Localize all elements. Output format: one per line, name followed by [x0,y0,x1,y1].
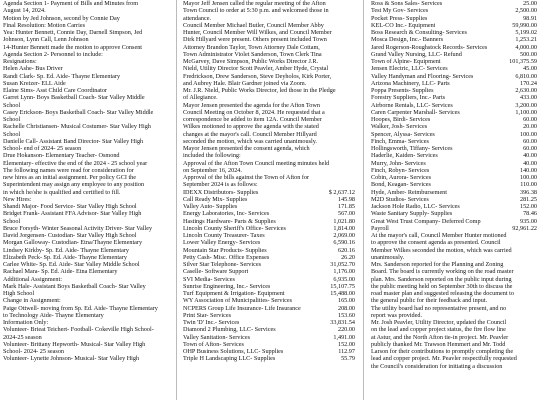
bill-row [371,189,537,196]
minutes-line: The following names were read for consideration for [3,166,134,174]
bill-amount: 1,491.00 [333,333,355,341]
council-report-line: Board. The board is currently working on the road master [371,268,514,276]
bill-row [183,261,355,268]
town-council-minutes-column [183,0,355,400]
minutes-line: High School [3,290,35,297]
bill-row [371,218,537,225]
bill-row [371,102,537,109]
bill-row [371,7,537,14]
minutes-line: Carlee White- Sp. Ed. Aide- Star Valley Middle School [3,261,140,268]
bill-row [183,348,355,355]
minutes-line: Change in Assignment: [3,297,61,305]
bill-amount: $ 2,637.12 [328,188,355,196]
minutes-line: Resignations: [3,58,37,65]
minutes-line: Superintendent may assign any employee to any position [3,181,145,189]
bill-vendor: M2D Studios- Services [371,195,429,203]
council-report-line: on the lead and copper project status, the fire flow line [371,326,506,334]
minutes-line: Rachael Mara- Sp. Ed. Aide- Etna Elementary [3,268,118,276]
bill-row [183,355,355,362]
council-minutes-line: included the following: [183,152,241,160]
bill-amount: 59,990.00 [512,21,537,29]
council-minutes-line: changes at the mayor's call. Council Member Hillyard [183,130,317,138]
bill-amount: 935.00 [519,217,537,225]
bill-amount: 165.00 [337,297,355,305]
minutes-line: Susan Kreizer- ELL Aide [3,79,66,87]
minutes-line: August 14, 2024. [3,7,46,15]
bill-vendor: Lower Valley Energy- Services [183,239,261,247]
minutes-line: School- end of 2024- 25 season [3,145,82,152]
bill-amount: 152.00 [519,203,537,210]
minutes-line: 2024-25 season [3,333,42,341]
bill-vendor: Mosca Design, Inc.- Banners [371,36,443,44]
bill-vendor: Print Star- Services [183,311,231,319]
bill-row [183,196,355,203]
bill-vendor: Poppa Presents- Supplies [371,87,434,94]
bill-row [371,138,537,145]
minutes-line: Rachelle Christiansen- Musical Costumer- Star Valley High [3,123,151,131]
bill-vendor: Lincoln County Treasurer- Taxes [183,232,265,239]
minutes-line: Randi Clark- Sp. Ed. Aide- Thayne Elementary [3,72,121,80]
council-report-line: Larson for their contributions to promptly completing the [371,348,514,355]
council-minutes-line: September 2024 is as follows: [183,181,258,189]
bill-row [371,22,537,29]
council-report-line: road master plan and suggested releasing the document to [371,290,514,297]
council-minutes-line: Dirk Hillyard were present. Others present included Town [183,36,327,44]
bill-amount: 567.00 [337,210,355,218]
bill-amount: 620.16 [337,246,355,254]
minutes-line: Lindsey Kirkby- Sp. Ed. Aide- Thayne Elementary [3,246,130,254]
bill-amount: 60.00 [523,116,537,123]
bill-row [371,58,537,65]
bill-amount: 92,961.22 [512,224,537,232]
bill-row [371,29,537,36]
bill-vendor: Forestry Suppliers, Inc.- Parts [371,94,446,102]
bill-vendor: Turf Equipment & Irrigation- Equipment [183,290,285,297]
bill-amount: 15,107.75 [330,282,355,290]
bill-amount: 60.00 [523,137,537,145]
bill-vendor: Great West Trust Company- Deferred Comp [371,217,481,225]
bill-vendor: Valley Sanitation- Services [183,333,251,341]
bill-row [183,225,355,232]
bill-vendor: Airborne Rentals, LLC- Services [371,101,453,109]
bill-vendor: Payroll [371,224,389,232]
bill-amount: 396.38 [519,188,537,196]
bill-row [371,123,537,130]
council-report-line: At the mayor's call, Council Member Hunter motioned [371,232,507,239]
bill-vendor: IDEXX Distributors- Supplies [183,188,259,196]
bill-amount: 3,200.00 [515,101,537,109]
council-report-line: to approve the consent agenda as presented. Council [371,239,501,247]
bill-vendor: Bond, Keagan- Services [371,181,431,189]
bill-amount: 25.00 [523,0,537,7]
minutes-line: Johnson, Lynn Call, Lenn Johnson [3,36,89,44]
council-minutes-line: Approval of the Afton Town Council meeting minutes held [183,159,330,167]
bill-amount: 100.00 [519,174,537,181]
council-report-line: lead and copper project. Mr. Peavler respectfully requested [371,355,517,363]
bill-amount: 1,253.21 [515,36,537,44]
column-rule-right [363,0,364,400]
council-minutes-line: correspondence be added to item 12A. Council Member [183,116,322,123]
bill-row [183,247,355,254]
bill-vendor: Jackson Hole Radio, LLC- Services [371,203,460,210]
bill-vendor: Haderlie, Kaiden- Services [371,152,438,160]
bill-vendor: Call Ready Mix- Supplies [183,195,248,203]
bill-row [371,160,537,167]
bill-vendor: WY Association of Municipalities- Services [183,297,293,305]
bill-vendor: Energy Laboratories, Inc- Services [183,210,270,218]
bill-amount: 60.00 [523,145,537,152]
bill-vendor: Hoopes, Birdi- Services [371,116,431,123]
minutes-line: Morgan Galloway- Custodian- Etna/Thayne Elementary [3,239,143,247]
bill-row [371,44,537,51]
council-minutes-line: Mr. J.R. Nield, Public Works Director, led those in the Pledge [183,87,336,94]
bill-vendor: Pocket Press- Supplies [371,14,428,22]
bill-vendor: Spencer, Alyssa- Services [371,130,435,138]
council-report-line: the general public for their feedback and input. [371,297,488,305]
bill-row [183,210,355,217]
bill-amount: 33,831.54 [330,319,355,326]
bill-amount: 98.91 [523,14,537,22]
bill-row [183,334,355,341]
bill-vendor: Jensen Electric, LLC- Services [371,65,448,73]
bill-vendor: Triple H Landscaping LLC- Supplies [183,355,276,363]
council-report-line: at Astur, and the North Afton tie-in project. Mr. Peavler [371,333,509,341]
bill-amount: 1,176.00 [333,268,355,276]
bill-amount: 40.00 [523,159,537,167]
council-minutes-line: Fredrickson, Drew Sanderson, Steve Deyholos, Kirk Porter, [183,72,332,80]
minutes-line: School [3,217,21,225]
column-rule-left [176,0,177,400]
bill-amount: 152.00 [337,340,355,348]
council-minutes-line: Council Member Michael Butler, Council Member Abby [183,21,324,29]
bill-row [183,341,355,348]
minutes-line: New Hires: [3,195,32,203]
minutes-line: Shandi Major- Food Service- Star Valley High School [3,203,137,210]
council-report-line: Mr. Josh Peavler, Utility Director, updated the Council [371,319,507,326]
bill-row [371,0,537,7]
bill-amount: 433.00 [519,94,537,102]
bill-row [371,196,537,203]
bill-vendor: Hollingsworth, Tiffany- Services [371,145,453,152]
bill-vendor: Grand Valley Nursing, LLC- Refund [371,50,462,58]
bill-amount: 2,630.00 [515,87,537,94]
bill-amount: 145.98 [337,195,355,203]
bill-row [371,116,537,123]
council-report-line: Member Wilkes seconded the motion, which was carried [371,246,512,254]
bill-row [371,109,537,116]
bill-amount: 40.00 [523,152,537,160]
council-report-line: the Council's consideration for initiating a discussion [371,362,503,370]
bill-vendor: Diamond 2 Plumbing, LLC- Services [183,326,276,334]
bill-amount: 208.00 [337,304,355,312]
bill-vendor: Boss Research & Consulting- Services [371,29,467,36]
bill-amount: 220.00 [337,326,355,334]
council-minutes-line: Hunter, Council Member Will Wilkes, and Council Member [183,29,332,36]
bill-row [183,305,355,312]
bills-list-part-2 [371,0,537,232]
bill-vendor: Sunrise Engineering, Inc.- Services [183,282,271,290]
council-minutes-line: Town Council to order at 5:30 p.m. and welcomed those in [183,7,329,15]
bill-amount: 281.25 [519,195,537,203]
council-minutes-line: Nield, Utility Director Scott Peavler, Amber Hyde, Crystal [183,65,329,73]
bill-amount: 100.00 [519,130,537,138]
bill-vendor: Finch, Robyn- Services [371,166,430,174]
bill-row [183,276,355,283]
council-minutes-line: Attorney Brandon Taylor, Town Attorney Dale Cottam, [183,43,320,51]
minutes-line: Elaine Sims- Asst Child Care Coordinator [3,87,107,94]
bill-row [183,189,355,196]
minutes-line: Bruce Forsyth- Winter Seasonal Activity Driver- Star Valley [3,224,153,232]
council-minutes-line: of Allegiance. [183,94,218,102]
council-minutes-line: Mayor Jensen presented the consent agenda, which [183,145,310,152]
bill-vendor: Silver Star Telephone- Services [183,261,261,268]
bill-amount: 101,375.59 [509,58,537,65]
bill-vendor: Caselle- Software Support [183,268,249,276]
bill-row [371,73,537,80]
minutes-line: Final Resolution: Motion Carries [3,21,85,29]
bill-vendor: Jared Rogerson-Roughstock Records- Services [371,43,488,51]
bill-row [371,80,537,87]
council-report-line: plan. Mrs. Sanderson reported on the public input during [371,275,512,283]
council-report-line: unanimously. [371,253,405,261]
minutes-line: School [3,101,21,109]
bill-amount: 112.97 [338,348,355,355]
bill-vendor: Finch, Emma- Services [371,137,429,145]
minutes-line: Helen Ashe- Bus Driver [3,65,63,73]
minutes-line: new hires as an initial assignment. Per policy GCI the [3,174,137,181]
bill-row [183,326,355,333]
bill-amount: 45.00 [523,65,537,73]
bills-and-reports-column [371,0,537,400]
minutes-line: Agenda Section 2- Personnel to include: [3,50,103,58]
bill-amount: 170.24 [519,79,537,87]
council-minutes-line: Wilkes motioned to approve the agenda with the stated [183,123,319,131]
bill-row [371,210,537,217]
bill-vendor: NCPERS Group Life Insurance- Life Insurance [183,304,301,312]
bill-row [371,36,537,43]
bill-amount: 2,500.00 [515,7,537,15]
minutes-line: in which he/she is qualified and certified to fill. [3,188,121,196]
bill-vendor: Lincoln County Sheriff's Office- Services [183,224,286,232]
bill-amount: 171.85 [337,203,355,210]
council-minutes-line: Approval of the bills against the Town of Afton for [183,174,310,181]
council-minutes-text [183,0,355,189]
bill-row [183,203,355,210]
minutes-line: Mark Hale- Assistant Boys Basketball Coach- Star Valley [3,282,146,290]
minutes-line: Information Only: [3,319,49,326]
bill-amount: 1,100.00 [515,108,537,116]
bill-vendor: Valley Handyman and Flooring- Services [371,72,474,80]
minutes-line: Volunteer- Brittany Hepworth- Musical- Star Valley High [3,340,146,348]
council-report-line: The utility board had no representative present, and no [371,304,507,312]
bill-amount: 55.79 [341,355,355,363]
bill-vendor: Valley Auto- Supplies [183,203,238,210]
minutes-line: School- 2024- 25 season [3,348,65,355]
council-minutes-line: McGarvey, Dave Simpson, Public Works Director J.R. [183,58,319,65]
council-minutes-line: Mayor Jensen presented the agenda for the Afton Town [183,101,320,109]
bill-amount: 20.00 [523,123,537,131]
council-report-line: report was provided. [371,311,423,319]
bill-vendor: Mountain Star Products- Supplies [183,246,267,254]
bill-amount: 6,590.16 [333,239,355,247]
bill-amount: 153.60 [337,311,355,319]
bill-vendor: OHP Business Solutions, LLC- Supplies [183,348,284,355]
minutes-line: Agenda Section 1- Payment of Bills and Minutes from [3,0,139,7]
bill-amount: 110.00 [520,181,537,189]
bill-row [371,15,537,22]
minutes-line: Paige Ottwell- moving from Sp. Ed. Aide- Thayne Elementary [3,304,158,312]
bill-vendor: Murry, John- Services [371,159,426,167]
minutes-line: Elizabeth Peck- Sp. Ed. Aide- Thayne Elementary [3,253,127,261]
bill-amount: 500.00 [519,50,537,58]
bill-amount: 1,814.00 [333,224,355,232]
bill-vendor: Petty Cash- Misc. Office Expenses [183,253,270,261]
bill-row [183,319,355,326]
bill-amount: 5,199.02 [515,29,537,36]
bill-vendor: Hastings Hardware- Parts & Supplies [183,217,276,225]
bills-list-part-1 [183,189,355,363]
bill-amount: 1,021.80 [333,217,355,225]
bill-vendor: Cobin, Aurora- Services [371,174,431,181]
bill-vendor: Hyde, Amber- Reimbursement [371,188,447,196]
bill-amount: 4,000.00 [515,43,537,51]
minutes-line: Garret Lynn- Boys Basketball Coach- Star Valley Middle [3,94,145,102]
minutes-line: Casey Erickson- Boys Basketball Coach- Star Valley Middle [3,108,154,116]
minutes-line: School [3,116,21,123]
bill-vendor: Test My Gov- Services [371,7,429,15]
bill-row [371,51,537,58]
bill-row [183,254,355,261]
bill-row [371,87,537,94]
minutes-line: Danielle Call- Assistant Band Director- Star Valley High [3,137,144,145]
council-report-line: publicly thanked Mr. Trawson Hemmert and Mr. Todd [371,340,506,348]
bill-amount: 140.00 [519,166,537,174]
minutes-line: to Technology Aide- Thayne Elementary [3,311,104,319]
bill-row [183,268,355,275]
bill-vendor: SVI Media- Services [183,275,235,283]
bill-row [183,239,355,246]
minutes-line: Yea: Hunter Bennett, Connie Day, Darnell Simpson, Jed [3,29,143,36]
bill-vendor: Caren Carpenter Marshall- Services [371,108,460,116]
bill-vendor: Arizona Machinery, LLC- Parts [371,79,450,87]
minutes-line: David Jorgensen- Custodian- Star Valley High School [3,232,137,239]
minutes-line: Volunteer- Lynette Johnson- Musical- Star Valley High [3,355,140,363]
school-board-minutes-column [3,0,169,400]
council-report-line: Mrs. Sanderson reported for the Planning and Zoning [371,261,504,268]
bill-amount: 31,052.70 [330,261,355,268]
bill-row [371,181,537,188]
bill-vendor: Waste Sanitary Supply- Supplies [371,210,453,218]
minutes-line: Bridget Frank- Assistant FFA Advisor- Star Valley High [3,210,142,218]
bill-row [183,312,355,319]
bill-row [371,94,537,101]
bill-vendor: Walker, Josh- Services [371,123,428,131]
bill-row [371,152,537,159]
minutes-line: 14-Hunter Bennett made the motion to approve Consent [3,43,143,51]
bill-vendor: Ross & Sons Sales- Services [371,0,443,7]
bill-row [183,283,355,290]
council-minutes-line: Mayor Jeff Jensen called the regular meeting of the Afton [183,0,326,7]
bill-row [371,131,537,138]
bill-row [371,167,537,174]
bill-vendor: Twin 'D' Inc.- Services [183,319,240,326]
bill-row [183,232,355,239]
council-minutes-line: Town Administrator Violet Sanderson, Town Clerk Tina [183,50,322,58]
council-minutes-line: seconded the motion, which was carried unanimously. [183,137,317,145]
minutes-line: School [3,130,21,138]
council-minutes-line: and Aubrey Hale. Blair Gardner joined via Zoom. [183,79,307,87]
bill-vendor: Town of Afton- Services [183,340,244,348]
bill-vendor: Town of Alpine- Equipment [371,58,441,65]
council-minutes-line: on September 16, 2024. [183,166,242,174]
bill-amount: 78.46 [523,210,537,218]
minutes-line: Elementary- effective the end of the 2024 - 25 school year [3,159,148,167]
bill-row [371,203,537,210]
bill-row [371,174,537,181]
bill-row [371,225,537,232]
bill-amount: 6,935.00 [333,275,355,283]
minutes-line: Motion by Jed Johnson, second by Connie Day [3,14,120,22]
bill-row [371,145,537,152]
minutes-line: Volunteer- Brieat Teichert- Football- Cokeville High School- [3,326,154,334]
minutes-line: Additional Assignment: [3,275,62,283]
bill-row [371,65,537,72]
council-minutes-line: attendance. [183,14,211,22]
bill-row [183,297,355,304]
bill-amount: 2,069.00 [333,232,355,239]
bill-row [183,218,355,225]
bill-amount: 26.20 [341,253,355,261]
bill-amount: 6,810.00 [515,72,537,80]
bill-vendor: KEL-CO Inc.- Equipment [371,21,436,29]
bill-row [183,290,355,297]
bill-amount: 15,488.00 [330,290,355,297]
minutes-line: Drue Hokanson- Elementary Teacher- Osmond [3,152,120,160]
council-minutes-line: Council Meeting on October 8, 2024. He requested that a [183,108,325,116]
council-reports-text [371,232,537,370]
council-report-line: the public meeting held on September 30th to discuss the [371,282,513,290]
